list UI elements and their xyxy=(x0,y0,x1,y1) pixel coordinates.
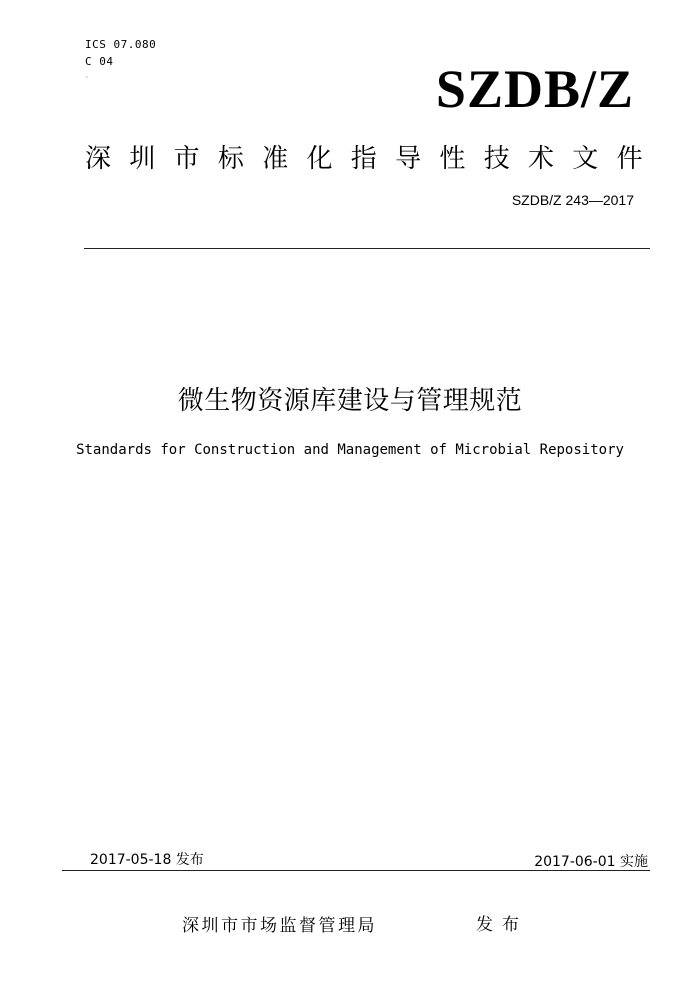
header-divider xyxy=(84,248,650,249)
standard-code: SZDB/Z xyxy=(435,59,634,119)
footer-divider xyxy=(62,870,650,871)
implementation-date: 2017-06-01 实施 xyxy=(534,854,648,870)
ccs-code: C 04 xyxy=(85,55,114,68)
document-type: 深圳市标准化指导性技术文件 xyxy=(85,144,661,174)
title-english: Standards for Construction and Management of Microbial Repository xyxy=(76,442,624,458)
small-mark: ◦ xyxy=(85,74,89,81)
ics-code: ICS 07.080 xyxy=(85,38,157,51)
publish-label: 发布 xyxy=(476,915,528,935)
title-chinese: 微生物资源库建设与管理规范 xyxy=(177,386,523,416)
issue-date: 2017-05-18 发布 xyxy=(90,852,204,868)
issuing-authority: 深圳市市场监督管理局 xyxy=(182,916,377,936)
document-number: SZDB/Z 243—2017 xyxy=(511,192,634,208)
